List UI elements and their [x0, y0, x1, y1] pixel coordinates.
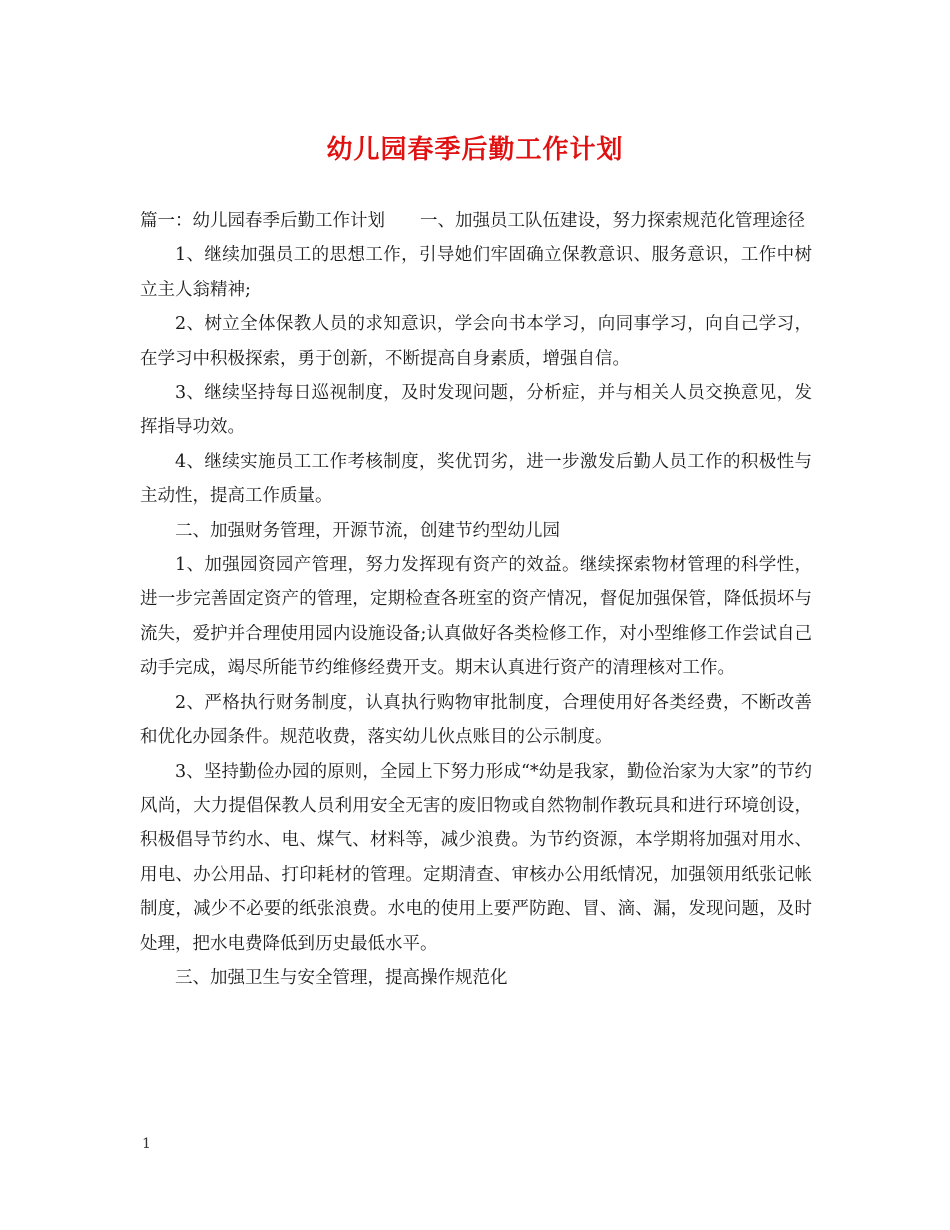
- paragraph: 3、坚持勤俭办园的原则，全园上下努力形成“*幼是我家，勤俭治家为大家”的节约风尚，大力提倡保教人员利用安全无害的废旧物或自然物制作教玩具和进行环境创设，积极倡导节约水、电、煤气、材料等，减少浪费。为节约资源，本学期将加强对用水、用电、办公用品、打印耗材的管理。定期清查、审核办公用纸情况，加强领用纸张记帐制度，减少不必要的纸张浪费。水电的使用上要严防跑、冒、滴、漏，发现问题，及时处理，把水电费降低到历史最低水平。: [140, 761, 812, 954]
- document-body: [140, 204, 812, 995]
- paragraph: 1、加强园资园产管理，努力发挥现有资产的效益。继续探索物材管理的科学性，进一步完善固定资产的管理，定期检查各班室的资产情况，督促加强保管，降低损坏与流失，爱护并合理使用园内设施设备;认真做好各类检修工作，对小型维修工作尝试自己动手完成，竭尽所能节约维修经费开支。期末认真进行资产的清理核对工作。: [140, 555, 812, 679]
- paragraph: 1、继续加强员工的思想工作，引导她们牢固确立保教意识、服务意识，工作中树立主人翁精神;: [140, 245, 812, 300]
- paragraph: 3、继续坚持每日巡视制度，及时发现问题，分析症，并与相关人员交换意见，发挥指导功效。: [140, 383, 812, 438]
- paragraph: 2、树立全体保教人员的求知意识，学会向书本学习，向同事学习，向自己学习，在学习中积极探索，勇于创新，不断提高自身素质，增强自信。: [140, 314, 812, 369]
- paragraph: 2、严格执行财务制度，认真执行购物审批制度，合理使用好各类经费，不断改善和优化办园条件。规范收费，落实幼儿伙点账目的公示制度。: [140, 692, 812, 748]
- section-heading: 二、加强财务管理，开源节流，创建节约型幼儿园: [175, 520, 560, 541]
- section-heading: 三、加强卫生与安全管理，提高操作规范化: [175, 967, 508, 988]
- paragraph: 4、继续实施员工工作考核制度，奖优罚劣，进一步激发后勤人员工作的积极性与主动性，提高工作质量。: [140, 451, 812, 507]
- document-title: 幼儿园春季后勤工作计划: [326, 135, 624, 165]
- page-number: 1: [142, 1136, 151, 1152]
- paragraph-intro: 篇一：幼儿园春季后勤工作计划 一、加强员工队伍建设，努力探索规范化管理途径: [140, 211, 805, 231]
